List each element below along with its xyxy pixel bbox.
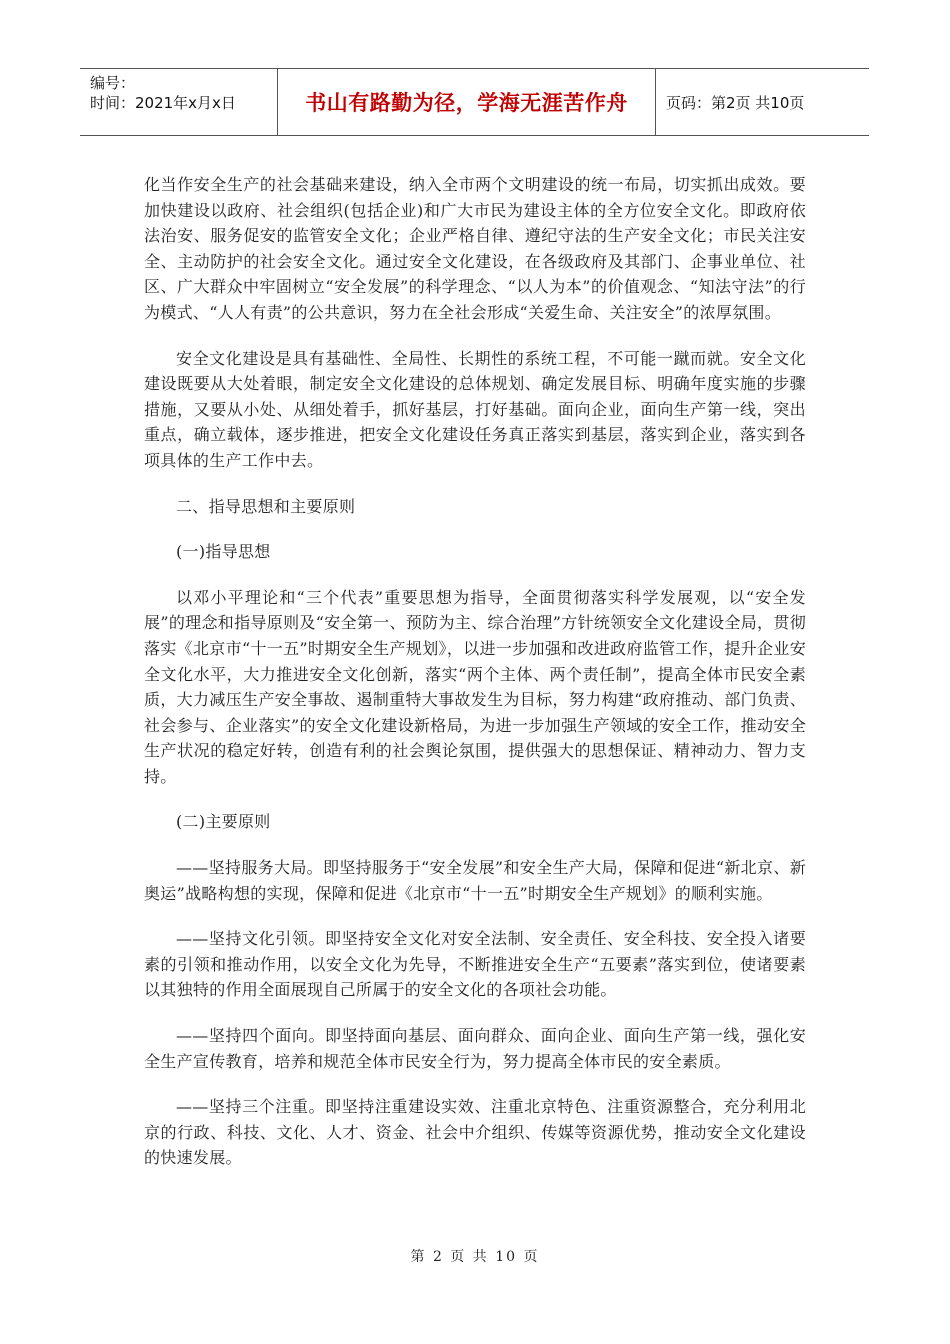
header-motto: 书山有路勤为径，学海无涯苦作舟 — [278, 69, 656, 135]
body-paragraph: 化当作安全生产的社会基础来建设，纳入全市两个文明建设的统一布局，切实抓出成效。要加快建设以政府、社会组织(包括企业)和广大市民为建设主体的全方位安全文化。即政府依法治安、服务促安的监管安全文化；企业严格自律、遵纪守法的生产安全文化；市民关注安全、主动防护的社会安全文化。通过安全文化建设，在各级政府及其部门、企事业单位、社区、广大群众中牢固树立“安全发展”的科学理念、“以人为本”的价值观念、“知法守法”的行为模式、“人人有责”的公共意识，努力在全社会形成“关爱生命、关注安全”的浓厚氛围。 — [144, 175, 806, 322]
principle-item: ——坚持四个面向。即坚持面向基层、面向群众、面向企业、面向生产第一线，强化安全生产宣传教育，培养和规范全体市民安全行为，努力提高全体市民的安全素质。 — [144, 1026, 806, 1071]
principle-item: ——坚持服务大局。即坚持服务于“安全发展”和安全生产大局，保障和促进“新北京、新奥运”战略构想的实现，保障和促进《北京市“十一五”时期安全生产规划》的顺利实施。 — [144, 858, 806, 903]
section-heading: 二、指导思想和主要原则 — [176, 496, 356, 516]
subsection-heading: (一)指导思想 — [176, 542, 271, 562]
document-number-label: 编号： — [90, 74, 136, 92]
document-header — [80, 68, 869, 136]
document-body — [144, 172, 806, 1191]
header-meta — [80, 69, 278, 135]
body-paragraph: 以邓小平理论和“三个代表”重要思想为指导，全面贯彻落实科学发展观，以“安全发展”的理念和指导原则及“安全第一、预防为主、综合治理”方针统领安全文化建设全局，贯彻落实《北京市“十一五”时期安全生产规划》，以进一步加强和改进政府监管工作，提升企业安全文化水平，大力推进安全文化创新，落实“两个主体、两个责任制”，提高全体市民安全素质，大力减压生产安全事故、遏制重特大事故发生为目标，努力构建“政府推动、部门负责、社会参与、企业落实”的安全文化建设新格局，为进一步加强生产领域的安全工作，推动安全生产状况的稳定好转，创造有利的社会舆论氛围，提供强大的思想保证、精神动力、智力支持。 — [144, 587, 806, 786]
document-date-label: 时间：2021年x月x日 — [90, 94, 236, 112]
body-paragraph: 安全文化建设是具有基础性、全局性、长期性的系统工程，不可能一蹴而就。安全文化建设既要从大处着眼，制定安全文化建设的总体规划、确定发展目标、明确年度实施的步骤措施，又要从小处、从细处着手，抓好基层，打好基础。面向企业，面向生产第一线，突出重点，确立载体，逐步推进，把安全文化建设任务真正落实到基层，落实到企业，落实到各项具体的生产工作中去。 — [144, 348, 806, 470]
principle-item: ——坚持三个注重。即坚持注重建设实效、注重北京特色、注重资源整合，充分利用北京的行政、科技、文化、人才、资金、社会中介组织、传媒等资源优势，推动安全文化建设的快速发展。 — [144, 1097, 806, 1168]
principle-item: ——坚持文化引领。即坚持安全文化对安全法制、安全责任、安全科技、安全投入诸要素的引领和推动作用，以安全文化为先导，不断推进安全生产“五要素”落实到位，使诸要素以其独特的作用全面展现自己所属于的安全文化的各项社会功能。 — [144, 929, 806, 1000]
header-page-info: 页码：第2页 共10页 — [666, 93, 805, 112]
subsection-heading: (二)主要原则 — [176, 812, 271, 832]
page-footer: 第 2 页 共 10 页 — [410, 1249, 540, 1265]
